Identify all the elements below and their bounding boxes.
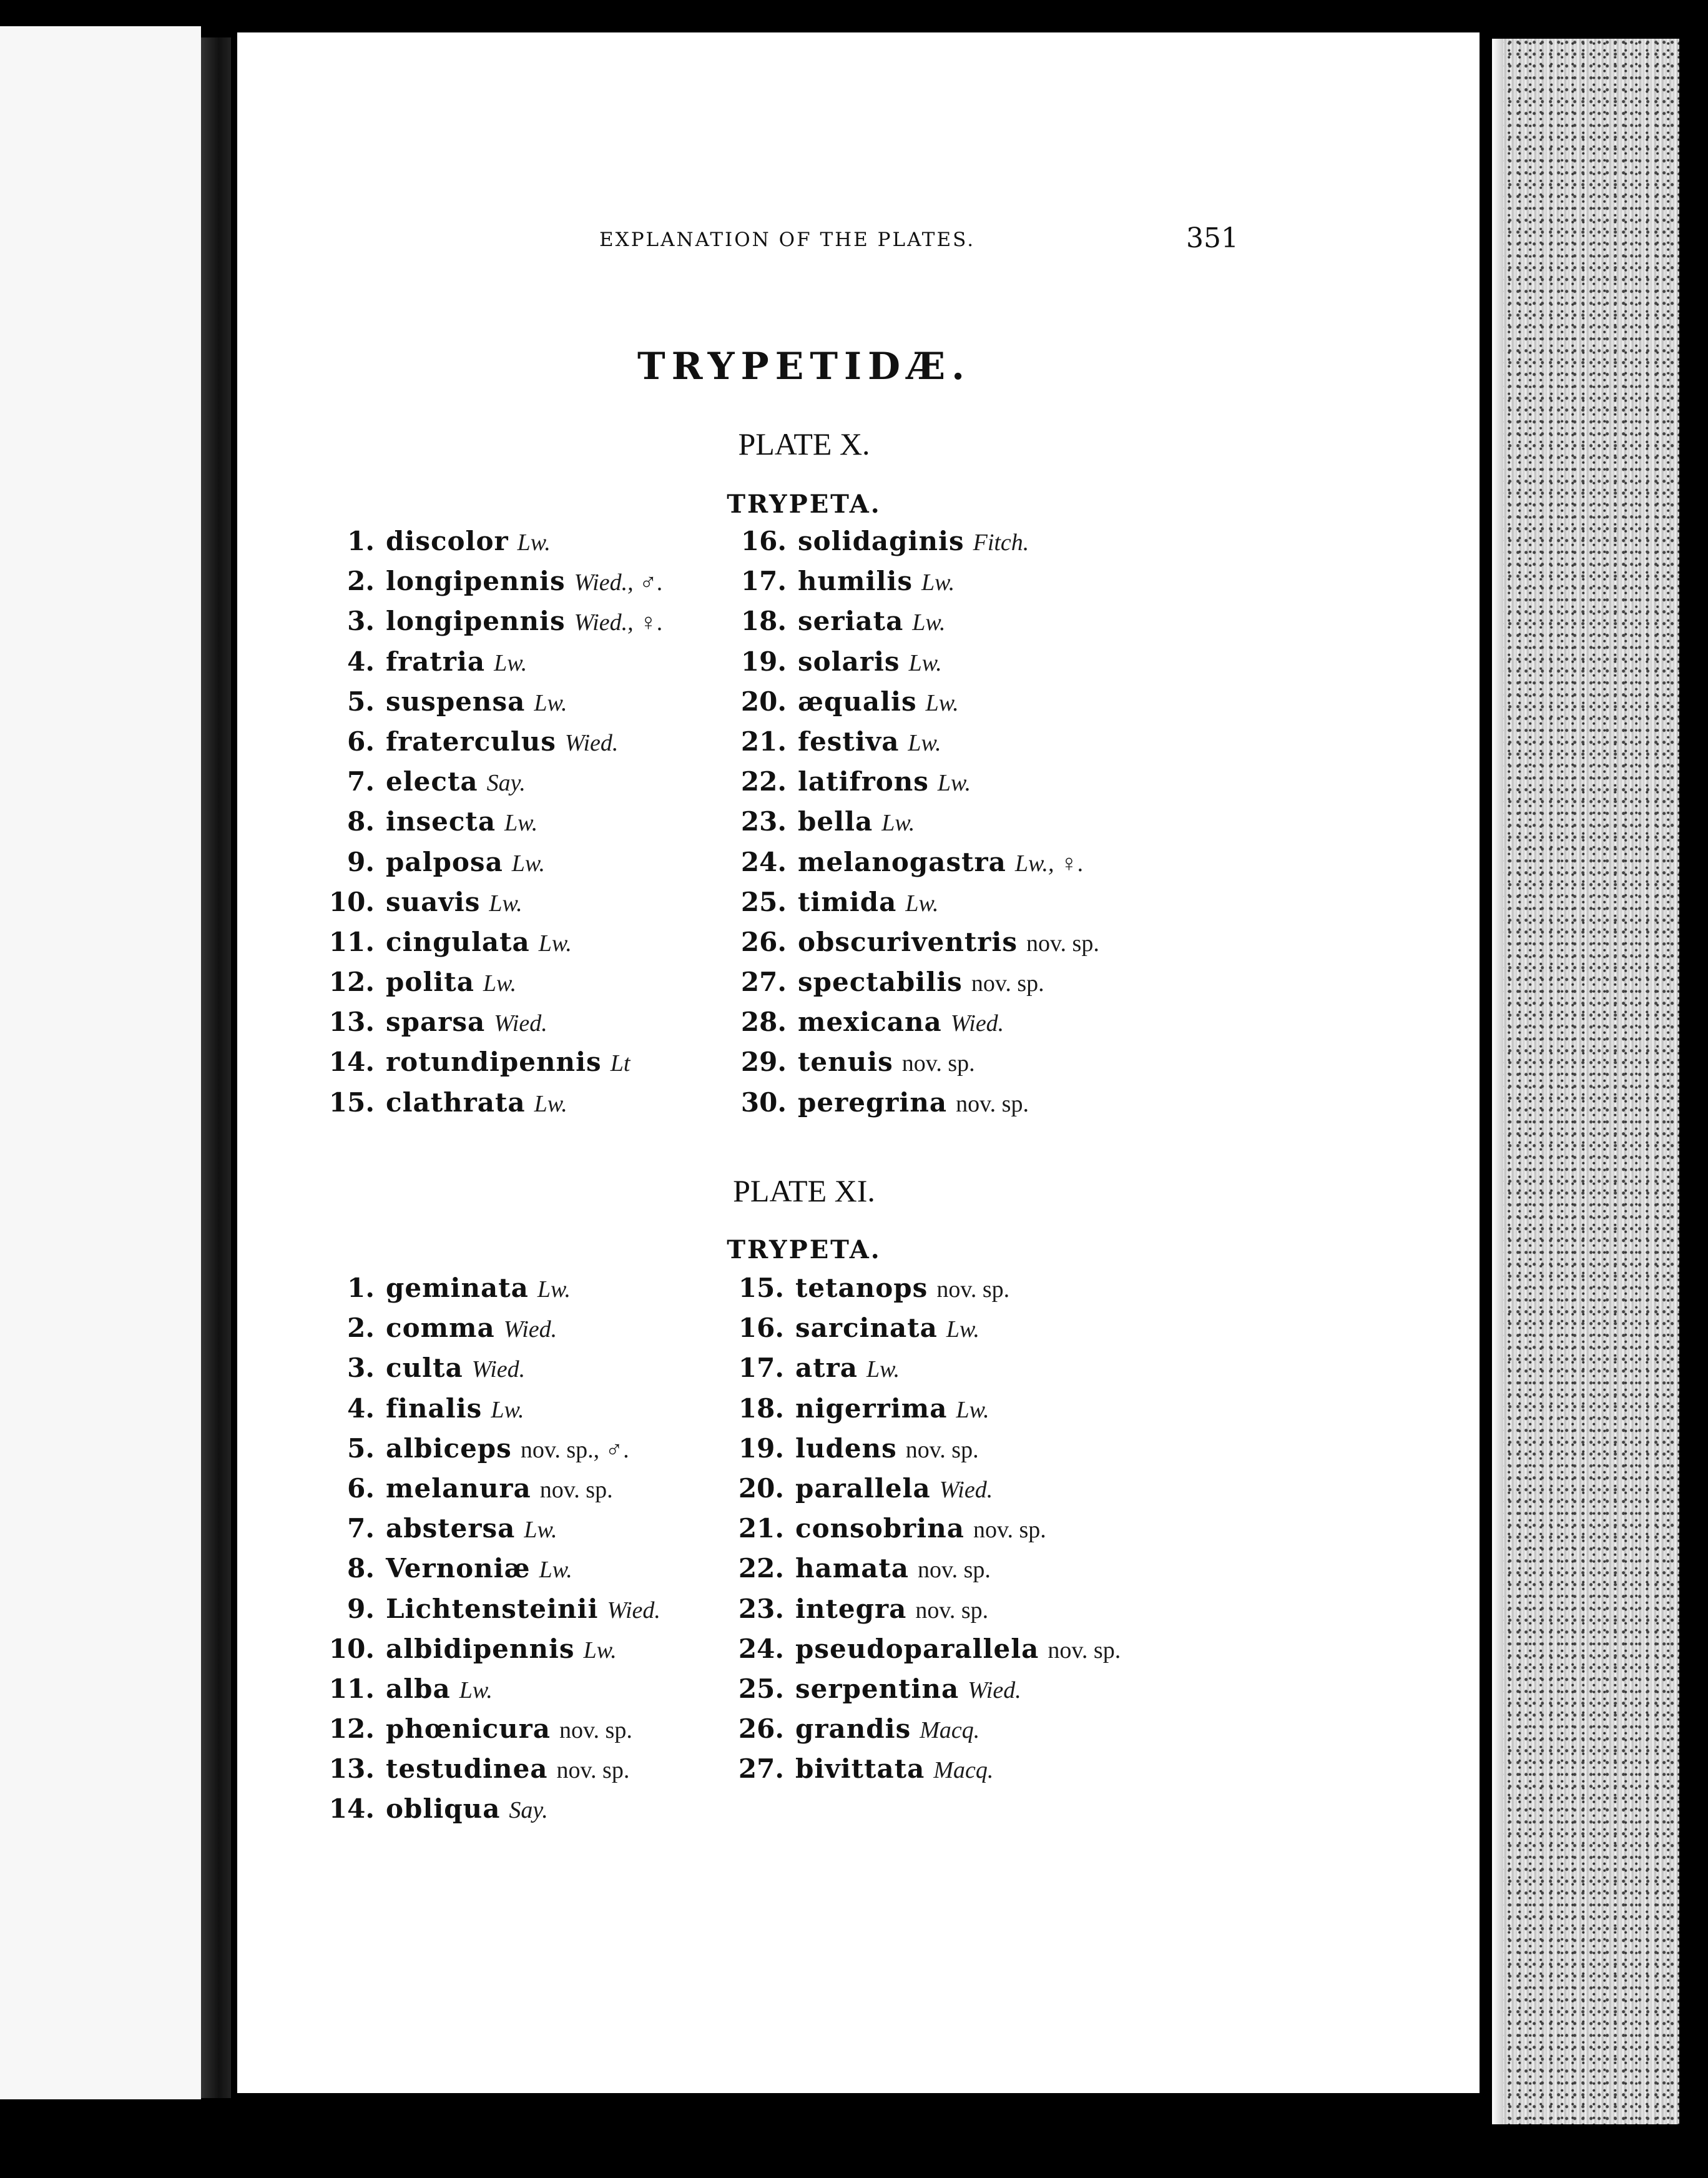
species-name: seriata bbox=[798, 606, 904, 637]
species-entry bbox=[724, 927, 1099, 967]
entry-number: 14. bbox=[328, 1047, 375, 1078]
species-authority: Lw., ♀. bbox=[1014, 850, 1084, 877]
species-authority: Wied. bbox=[503, 1316, 557, 1343]
species-name: parallela bbox=[795, 1472, 931, 1504]
species-name: solidaginis bbox=[798, 526, 964, 556]
species-entry bbox=[250, 1047, 663, 1087]
species-name: longipennis bbox=[386, 606, 566, 637]
species-authority: nov. sp. bbox=[559, 1717, 632, 1744]
species-name: electa bbox=[386, 766, 478, 797]
species-authority: Wied. bbox=[471, 1356, 526, 1383]
species-entry bbox=[250, 967, 663, 1007]
entry-number: 11. bbox=[328, 1673, 375, 1704]
species-authority: nov. sp. bbox=[1048, 1637, 1121, 1663]
entry-number: 19. bbox=[740, 646, 787, 677]
species-entry bbox=[724, 1007, 1099, 1047]
entry-number: 12. bbox=[328, 967, 375, 998]
species-authority: nov. sp. bbox=[556, 1757, 630, 1784]
genus-title: TRYPETA. bbox=[727, 490, 881, 519]
entry-number: 19. bbox=[738, 1432, 784, 1464]
species-name: atra bbox=[795, 1353, 858, 1384]
species-name: rotundipennis bbox=[386, 1047, 602, 1078]
entry-number: 22. bbox=[738, 1553, 784, 1584]
entry-number: 7. bbox=[347, 766, 375, 797]
entry-number: 26. bbox=[738, 1713, 784, 1745]
species-authority: Lw. bbox=[956, 1396, 989, 1423]
entry-number: 2. bbox=[347, 1313, 375, 1344]
species-name: æqualis bbox=[798, 686, 917, 717]
entry-number: 20. bbox=[740, 686, 787, 717]
species-entry bbox=[722, 1353, 1121, 1392]
species-authority: Lw. bbox=[489, 890, 523, 917]
species-entry bbox=[724, 967, 1099, 1007]
species-entry bbox=[250, 1313, 660, 1353]
species-entry bbox=[250, 1007, 663, 1047]
species-entry bbox=[724, 606, 1099, 646]
species-entry bbox=[250, 1087, 663, 1127]
species-authority: Wied. bbox=[607, 1597, 660, 1624]
species-authority: Lt bbox=[610, 1050, 631, 1077]
species-authority: Lw. bbox=[491, 1396, 524, 1423]
species-entry bbox=[250, 646, 663, 686]
species-name: grandis bbox=[795, 1713, 911, 1745]
species-entry bbox=[250, 606, 663, 646]
species-authority: Lw. bbox=[537, 1276, 571, 1303]
species-entry bbox=[250, 1513, 660, 1553]
species-name: polita bbox=[386, 967, 474, 998]
entry-number: 3. bbox=[347, 606, 375, 637]
species-name: tetanops bbox=[795, 1273, 928, 1303]
entry-number: 17. bbox=[740, 566, 787, 597]
entry-number: 28. bbox=[740, 1007, 787, 1038]
species-name: serpentina bbox=[795, 1673, 960, 1704]
entry-number: 9. bbox=[347, 1593, 375, 1624]
species-entry bbox=[724, 1047, 1099, 1087]
entry-number: 3. bbox=[347, 1353, 375, 1384]
species-authority: nov. sp. bbox=[905, 1436, 979, 1463]
species-entry bbox=[250, 1793, 660, 1833]
species-entry bbox=[724, 766, 1099, 806]
species-name: fraterculus bbox=[386, 726, 556, 757]
species-name: culta bbox=[386, 1353, 463, 1384]
species-entry bbox=[250, 1393, 660, 1433]
entry-number: 25. bbox=[738, 1673, 784, 1704]
species-authority: Wied. bbox=[494, 1010, 547, 1037]
species-authority: Wied., ♂. bbox=[574, 569, 664, 596]
species-entry bbox=[724, 887, 1099, 927]
species-entry bbox=[722, 1594, 1121, 1634]
species-entry bbox=[722, 1553, 1121, 1593]
entry-number: 8. bbox=[347, 1553, 375, 1584]
entry-number: 1. bbox=[347, 1273, 375, 1303]
entry-number: 27. bbox=[738, 1753, 784, 1785]
species-name: mexicana bbox=[798, 1007, 942, 1038]
species-name: geminata bbox=[386, 1273, 529, 1303]
species-name: ludens bbox=[795, 1432, 897, 1464]
species-name: comma bbox=[386, 1313, 495, 1344]
species-authority: nov. sp. bbox=[901, 1050, 975, 1077]
species-entry bbox=[250, 1634, 660, 1673]
entry-number: 26. bbox=[740, 926, 787, 957]
species-entry bbox=[250, 526, 663, 566]
species-authority: Macq. bbox=[933, 1757, 994, 1784]
species-entry bbox=[722, 1753, 1121, 1793]
entry-number: 1. bbox=[347, 526, 375, 556]
entry-number: 10. bbox=[328, 886, 375, 917]
species-authority: nov. sp. bbox=[539, 1476, 613, 1503]
species-authority: nov. sp. bbox=[1026, 930, 1099, 957]
species-authority: Lw. bbox=[511, 850, 545, 877]
species-name: longipennis bbox=[386, 566, 566, 597]
species-entry bbox=[724, 686, 1099, 726]
species-name: discolor bbox=[386, 526, 509, 556]
species-name: nigerrima bbox=[795, 1392, 948, 1424]
species-name: melanogastra bbox=[798, 846, 1006, 877]
species-entry bbox=[250, 1594, 660, 1634]
running-head: EXPLANATION OF THE PLATES. bbox=[599, 229, 976, 251]
species-authority: Lw. bbox=[539, 1557, 572, 1584]
species-entry bbox=[250, 927, 663, 967]
plate-x-right-column bbox=[724, 526, 1099, 1127]
entry-number: 5. bbox=[347, 686, 375, 717]
plate-xi-right-column bbox=[722, 1273, 1121, 1793]
entry-number: 20. bbox=[738, 1472, 784, 1504]
species-entry bbox=[250, 1473, 660, 1513]
species-authority: Say. bbox=[486, 770, 526, 797]
species-entry bbox=[250, 1433, 660, 1473]
entry-number: 10. bbox=[328, 1633, 375, 1664]
species-name: integra bbox=[795, 1593, 907, 1624]
species-entry bbox=[724, 847, 1099, 887]
species-entry bbox=[250, 1713, 660, 1753]
species-entry bbox=[250, 887, 663, 927]
species-entry bbox=[250, 766, 663, 806]
entry-number: 29. bbox=[740, 1047, 787, 1078]
entry-number: 18. bbox=[738, 1392, 784, 1424]
entry-number: 14. bbox=[328, 1793, 375, 1825]
species-name: fratria bbox=[386, 646, 486, 677]
species-authority: Lw. bbox=[583, 1637, 617, 1663]
genus-title: TRYPETA. bbox=[727, 1235, 881, 1264]
entry-number: 6. bbox=[347, 1472, 375, 1504]
family-title: TRYPETIDÆ. bbox=[637, 345, 971, 388]
species-entry bbox=[722, 1473, 1121, 1513]
entry-number: 16. bbox=[738, 1313, 784, 1344]
species-entry bbox=[722, 1313, 1121, 1353]
species-entry bbox=[724, 646, 1099, 686]
species-authority: Lw. bbox=[881, 810, 915, 837]
species-name: clathrata bbox=[386, 1087, 526, 1118]
species-entry bbox=[722, 1634, 1121, 1673]
species-authority: Lw. bbox=[905, 890, 939, 917]
entry-number: 12. bbox=[328, 1713, 375, 1745]
species-authority: Lw. bbox=[517, 530, 551, 556]
entry-number: 21. bbox=[738, 1513, 784, 1544]
entry-number: 13. bbox=[328, 1007, 375, 1038]
species-entry bbox=[722, 1513, 1121, 1553]
species-name: pseudoparallela bbox=[795, 1633, 1039, 1664]
species-name: timida bbox=[798, 886, 897, 917]
entry-number: 8. bbox=[347, 806, 375, 837]
entry-number: 27. bbox=[740, 967, 787, 998]
species-name: solaris bbox=[798, 646, 900, 677]
plate-x-left-column bbox=[250, 526, 663, 1127]
species-entry bbox=[722, 1713, 1121, 1753]
entry-number: 23. bbox=[740, 806, 787, 837]
species-name: cingulata bbox=[386, 926, 530, 957]
entry-number: 4. bbox=[347, 646, 375, 677]
species-authority: Wied. bbox=[564, 729, 619, 756]
species-name: bivittata bbox=[795, 1753, 925, 1785]
facing-left-page bbox=[0, 26, 201, 2099]
plate-xi-left-column bbox=[250, 1273, 660, 1834]
species-authority: nov. sp. bbox=[956, 1090, 1029, 1117]
page-number: 351 bbox=[1186, 222, 1239, 254]
species-name: tenuis bbox=[798, 1047, 893, 1078]
species-authority: Lw. bbox=[504, 810, 538, 837]
species-name: palposa bbox=[386, 846, 503, 877]
species-entry bbox=[250, 1353, 660, 1392]
species-name: albidipennis bbox=[386, 1633, 575, 1664]
species-entry bbox=[722, 1273, 1121, 1313]
species-authority: Macq. bbox=[920, 1717, 980, 1744]
species-name: consobrina bbox=[795, 1513, 964, 1544]
species-name: spectabilis bbox=[798, 967, 963, 998]
species-authority: Lw. bbox=[483, 970, 517, 997]
species-name: suspensa bbox=[386, 686, 526, 717]
species-authority: Lw. bbox=[908, 729, 941, 756]
species-name: bella bbox=[798, 806, 873, 837]
species-name: hamata bbox=[795, 1553, 910, 1584]
plate-title: PLATE X. bbox=[738, 426, 870, 461]
species-name: melanura bbox=[386, 1472, 531, 1504]
species-entry bbox=[250, 1553, 660, 1593]
species-name: abstersa bbox=[386, 1513, 516, 1544]
species-entry bbox=[722, 1433, 1121, 1473]
species-entry bbox=[250, 1753, 660, 1793]
species-authority: Lw. bbox=[912, 609, 946, 636]
entry-number: 15. bbox=[328, 1087, 375, 1118]
entry-number: 24. bbox=[738, 1633, 784, 1664]
species-authority: Say. bbox=[509, 1797, 548, 1824]
species-name: suavis bbox=[386, 886, 481, 917]
entry-number: 30. bbox=[740, 1087, 787, 1118]
species-authority: nov. sp., ♂. bbox=[520, 1436, 629, 1463]
species-name: peregrina bbox=[798, 1087, 948, 1118]
species-entry bbox=[722, 1393, 1121, 1433]
species-authority: Lw. bbox=[937, 770, 971, 797]
species-authority: Lw. bbox=[908, 649, 942, 676]
species-entry bbox=[724, 566, 1099, 606]
entry-number: 15. bbox=[738, 1273, 784, 1303]
species-authority: Wied. bbox=[950, 1010, 1004, 1037]
species-name: insecta bbox=[386, 806, 496, 837]
species-entry bbox=[250, 806, 663, 846]
entry-number: 11. bbox=[328, 926, 375, 957]
species-entry bbox=[250, 686, 663, 726]
entry-number: 13. bbox=[328, 1753, 375, 1785]
entry-number: 24. bbox=[740, 846, 787, 877]
entry-number: 7. bbox=[347, 1513, 375, 1544]
entry-number: 17. bbox=[738, 1353, 784, 1384]
species-name: obscuriventris bbox=[798, 926, 1018, 957]
species-authority: Wied. bbox=[968, 1677, 1021, 1703]
species-authority: nov. sp. bbox=[918, 1557, 991, 1584]
species-authority: Lw. bbox=[459, 1677, 493, 1703]
entry-number: 6. bbox=[347, 726, 375, 757]
species-authority: Lw. bbox=[538, 930, 572, 957]
species-name: sarcinata bbox=[795, 1313, 938, 1344]
species-entry bbox=[722, 1673, 1121, 1713]
species-name: sparsa bbox=[386, 1007, 486, 1038]
species-authority: Lw. bbox=[534, 689, 567, 716]
entry-number: 23. bbox=[738, 1593, 784, 1624]
species-entry bbox=[724, 726, 1099, 766]
species-authority: Lw. bbox=[921, 569, 955, 596]
species-name: albiceps bbox=[386, 1432, 512, 1464]
species-authority: nov. sp. bbox=[936, 1276, 1010, 1303]
species-authority: Fitch. bbox=[973, 530, 1029, 556]
species-authority: Lw. bbox=[494, 649, 528, 676]
species-authority: nov. sp. bbox=[915, 1597, 989, 1624]
species-authority: Wied. bbox=[939, 1476, 993, 1503]
species-entry bbox=[250, 726, 663, 766]
species-name: Lichtensteinii bbox=[386, 1593, 599, 1624]
species-entry bbox=[724, 526, 1099, 566]
species-entry bbox=[250, 847, 663, 887]
species-authority: Wied., ♀. bbox=[574, 609, 664, 636]
species-name: humilis bbox=[798, 566, 913, 597]
species-authority: nov. sp. bbox=[973, 1517, 1046, 1544]
species-entry bbox=[724, 1087, 1099, 1127]
entry-number: 16. bbox=[740, 526, 787, 556]
entry-number: 25. bbox=[740, 886, 787, 917]
entry-number: 9. bbox=[347, 846, 375, 877]
species-authority: nov. sp. bbox=[971, 970, 1044, 997]
species-name: alba bbox=[386, 1673, 451, 1704]
species-authority: Lw. bbox=[925, 689, 959, 716]
entry-number: 18. bbox=[740, 606, 787, 637]
entry-number: 4. bbox=[347, 1392, 375, 1424]
species-authority: Lw. bbox=[524, 1517, 557, 1544]
entry-number: 22. bbox=[740, 766, 787, 797]
entry-number: 5. bbox=[347, 1432, 375, 1464]
entry-number: 21. bbox=[740, 726, 787, 757]
species-authority: Lw. bbox=[866, 1356, 900, 1383]
species-name: Vernoniæ bbox=[386, 1553, 531, 1584]
plate-title: PLATE XI. bbox=[733, 1173, 875, 1208]
species-entry bbox=[250, 566, 663, 606]
species-name: phœnicura bbox=[386, 1713, 551, 1745]
species-entry bbox=[250, 1673, 660, 1713]
species-authority: Lw. bbox=[946, 1316, 980, 1343]
species-name: testudinea bbox=[386, 1753, 548, 1785]
species-name: finalis bbox=[386, 1392, 483, 1424]
species-name: latifrons bbox=[798, 766, 929, 797]
species-authority: Lw. bbox=[534, 1090, 567, 1117]
species-entry bbox=[250, 1273, 660, 1313]
species-entry bbox=[724, 806, 1099, 846]
species-name: festiva bbox=[798, 726, 900, 757]
entry-number: 2. bbox=[347, 566, 375, 597]
species-name: obliqua bbox=[386, 1793, 501, 1825]
